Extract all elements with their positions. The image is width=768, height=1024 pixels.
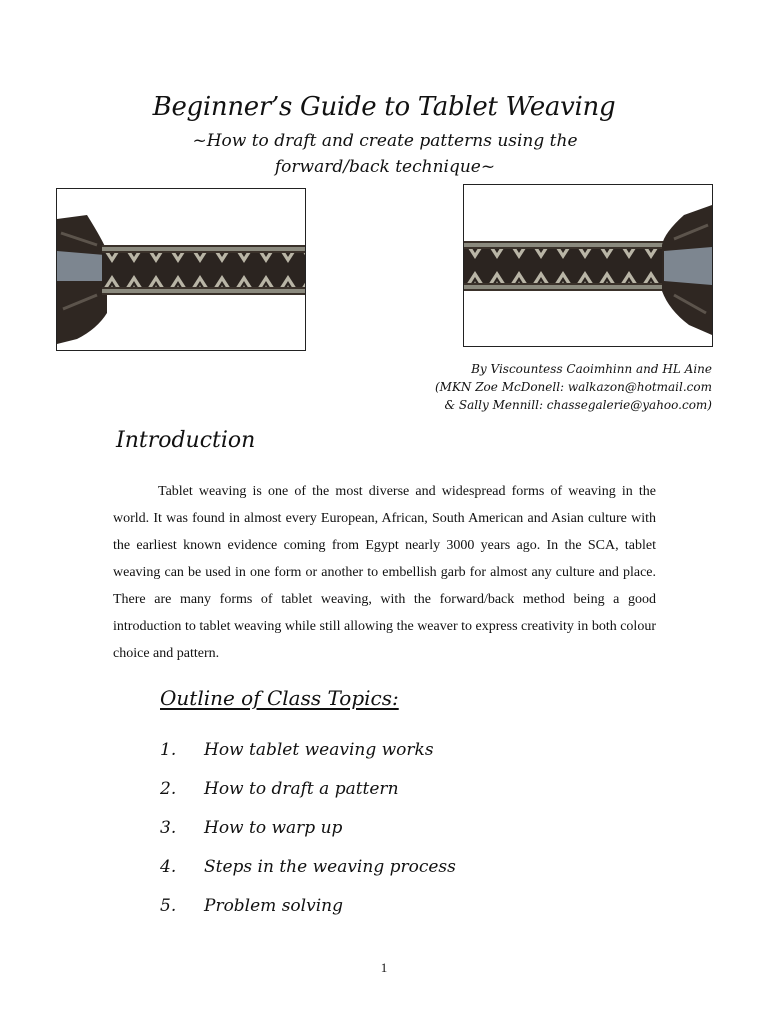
introduction-paragraph: Tablet weaving is one of the most diverse and widespread forms of weaving in the world. It was found in almost every European, African, South American and Asian culture with the earliest known evidence coming from Egypt nearly 3000 years ago. In the SCA, tablet weaving can be used in one form or another to embellish garb for almost any culture and place. There are many forms of tablet weaving, with the forward/back method being a good introduction to tablet weaving while still allowing the weaver to express creativity in both colour choice and pattern. (113, 484, 656, 661)
page-number: 1 (380, 960, 388, 975)
document-title: Beginner’s Guide to Tablet Weaving (152, 92, 616, 122)
byline-line: By Viscountess Caoimhinn and HL Aine (471, 362, 712, 376)
outline-list (160, 740, 456, 935)
list-item (160, 779, 456, 818)
list-item-number: 4. (160, 857, 177, 877)
document-subtitle: ~How to draft and create patterns using the forward/back technique~ (192, 131, 578, 177)
list-item-number: 5. (160, 896, 177, 916)
list-item-number: 1. (160, 740, 177, 760)
woven-band-photo-right (463, 184, 713, 347)
list-item (160, 818, 456, 857)
list-item-text: Problem solving (204, 896, 343, 916)
byline-line: (MKN Zoe McDonell: walkazon@hotmail.com (434, 380, 712, 394)
woven-band-photo-left (56, 188, 306, 351)
list-item-text: How to warp up (204, 818, 343, 838)
introduction-heading: Introduction (116, 428, 256, 453)
author-byline (435, 360, 712, 414)
list-item-text: Steps in the weaving process (204, 857, 456, 877)
list-item (160, 896, 456, 935)
list-item-number: 2. (160, 779, 177, 799)
byline-line: & Sally Mennill: chassegalerie@yahoo.com) (444, 398, 712, 412)
list-item (160, 857, 456, 896)
list-item-text: How to draft a pattern (204, 779, 399, 799)
list-item (160, 740, 456, 779)
list-item-text: How tablet weaving works (204, 740, 434, 760)
outline-heading: Outline of Class Topics: (160, 686, 399, 710)
list-item-number: 3. (160, 818, 177, 838)
